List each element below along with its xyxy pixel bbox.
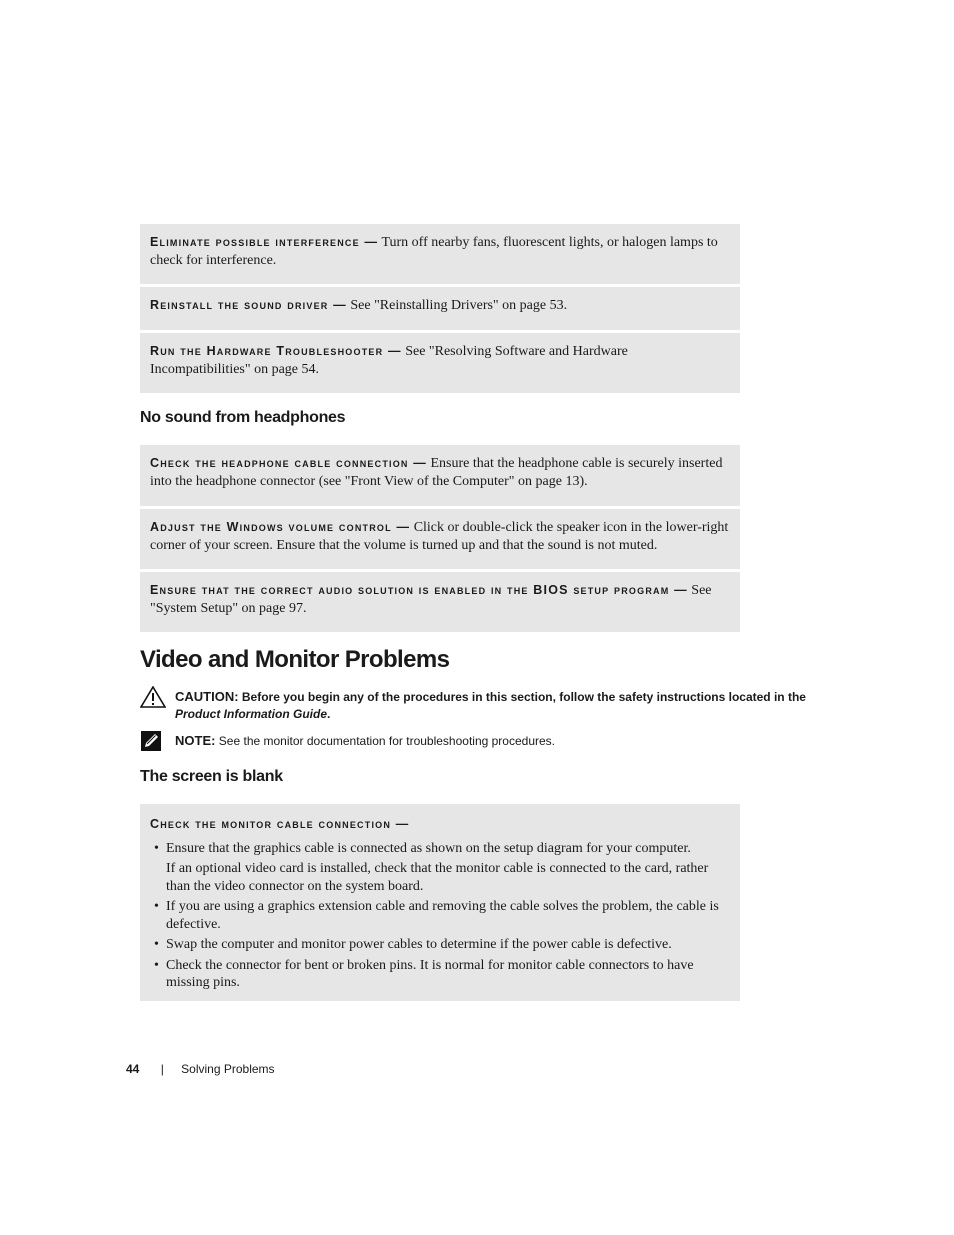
tip-lead: Check the monitor cable connection — (150, 817, 410, 831)
footer-section-title: Solving Problems (181, 1062, 275, 1076)
bullet-icon: • (154, 840, 159, 856)
page-number: 44 (126, 1062, 140, 1076)
caution-notice (140, 688, 820, 723)
bullet-icon: • (154, 899, 159, 914)
tip-body: Click or double-click the speaker icon in the lower-right corner of your screen. Ensure that the volume is turned up and that the sound is not muted. (150, 520, 729, 553)
tip-body: Ensure that the headphone cable is securely inserted into the headphone connector (see "Front View of the Computer" on page 13). (150, 456, 723, 489)
caution-triangle-icon (140, 686, 166, 713)
list-item (150, 840, 731, 896)
section-heading-headphones: No sound from headphones (140, 409, 346, 426)
list-item (150, 898, 731, 933)
tip-lead: Eliminate possible interference — (150, 235, 379, 249)
tip-box-headphone-cable (140, 445, 740, 506)
tip-body: See "System Setup" on page 97. (150, 583, 712, 616)
tip-lead: Ensure that the correct audio solution is enabled in the BIOS setup program — (150, 583, 688, 597)
list-item (150, 957, 731, 992)
tip-box-hardware-troubleshooter (140, 333, 740, 393)
list-item-text: Ensure that the graphics cable is connected as shown on the setup diagram for your computer. (166, 840, 691, 856)
page-title-video-monitor: Video and Monitor Problems (140, 646, 450, 673)
list-item (150, 936, 731, 954)
monitor-checklist (150, 840, 731, 992)
bullet-icon: • (154, 937, 159, 952)
tip-lead: Check the headphone cable connection — (150, 456, 427, 470)
note-label: NOTE: (175, 733, 216, 748)
list-item-subtext: If an optional video card is installed, check that the monitor cable is connected to the card, rather than the video connector on the system board. (166, 861, 709, 894)
tip-body: Turn off nearby fans, fluorescent lights, or halogen lamps to check for interference. (150, 235, 718, 268)
footer-separator: | (160, 1062, 164, 1076)
list-item-text: Check the connector for bent or broken pins. It is normal for monitor cable connectors to have missing pins. (166, 957, 694, 990)
list-item-text: Swap the computer and monitor power cables to determine if the power cable is defective. (166, 937, 672, 952)
caution-end: . (327, 707, 331, 721)
tip-body: See "Reinstalling Drivers" on page 53. (350, 298, 568, 313)
tip-box-eliminate-interference (140, 224, 740, 284)
page-footer (126, 1062, 275, 1076)
list-item-text: If you are using a graphics extension cable and removing the cable solves the problem, the cable is defective. (166, 899, 719, 932)
bullet-icon: • (154, 957, 159, 973)
section-heading-screen-blank: The screen is blank (140, 768, 283, 785)
tip-box-audio-bios (140, 572, 740, 632)
note-body: See the monitor documentation for troubleshooting procedures. (218, 734, 556, 748)
tip-lead: Reinstall the sound driver — (150, 298, 347, 312)
note-text (175, 732, 820, 750)
note-notice (140, 732, 820, 750)
tip-box-monitor-cable (140, 804, 740, 1001)
caution-text (175, 688, 820, 723)
note-pencil-icon (140, 730, 162, 757)
caution-body: Before you begin any of the procedures in this section, follow the safety instructions located in the (241, 690, 806, 704)
tip-lead: Run the Hardware Troubleshooter — (150, 344, 402, 358)
caution-label: CAUTION: (175, 689, 239, 704)
tip-lead: Adjust the Windows volume control — (150, 520, 411, 534)
tip-box-volume-control (140, 509, 740, 569)
caution-guide-title: Product Information Guide (175, 707, 327, 721)
tip-box-reinstall-driver (140, 287, 740, 330)
tip-body: See "Resolving Software and Hardware Incompatibilities" on page 54. (150, 344, 628, 377)
